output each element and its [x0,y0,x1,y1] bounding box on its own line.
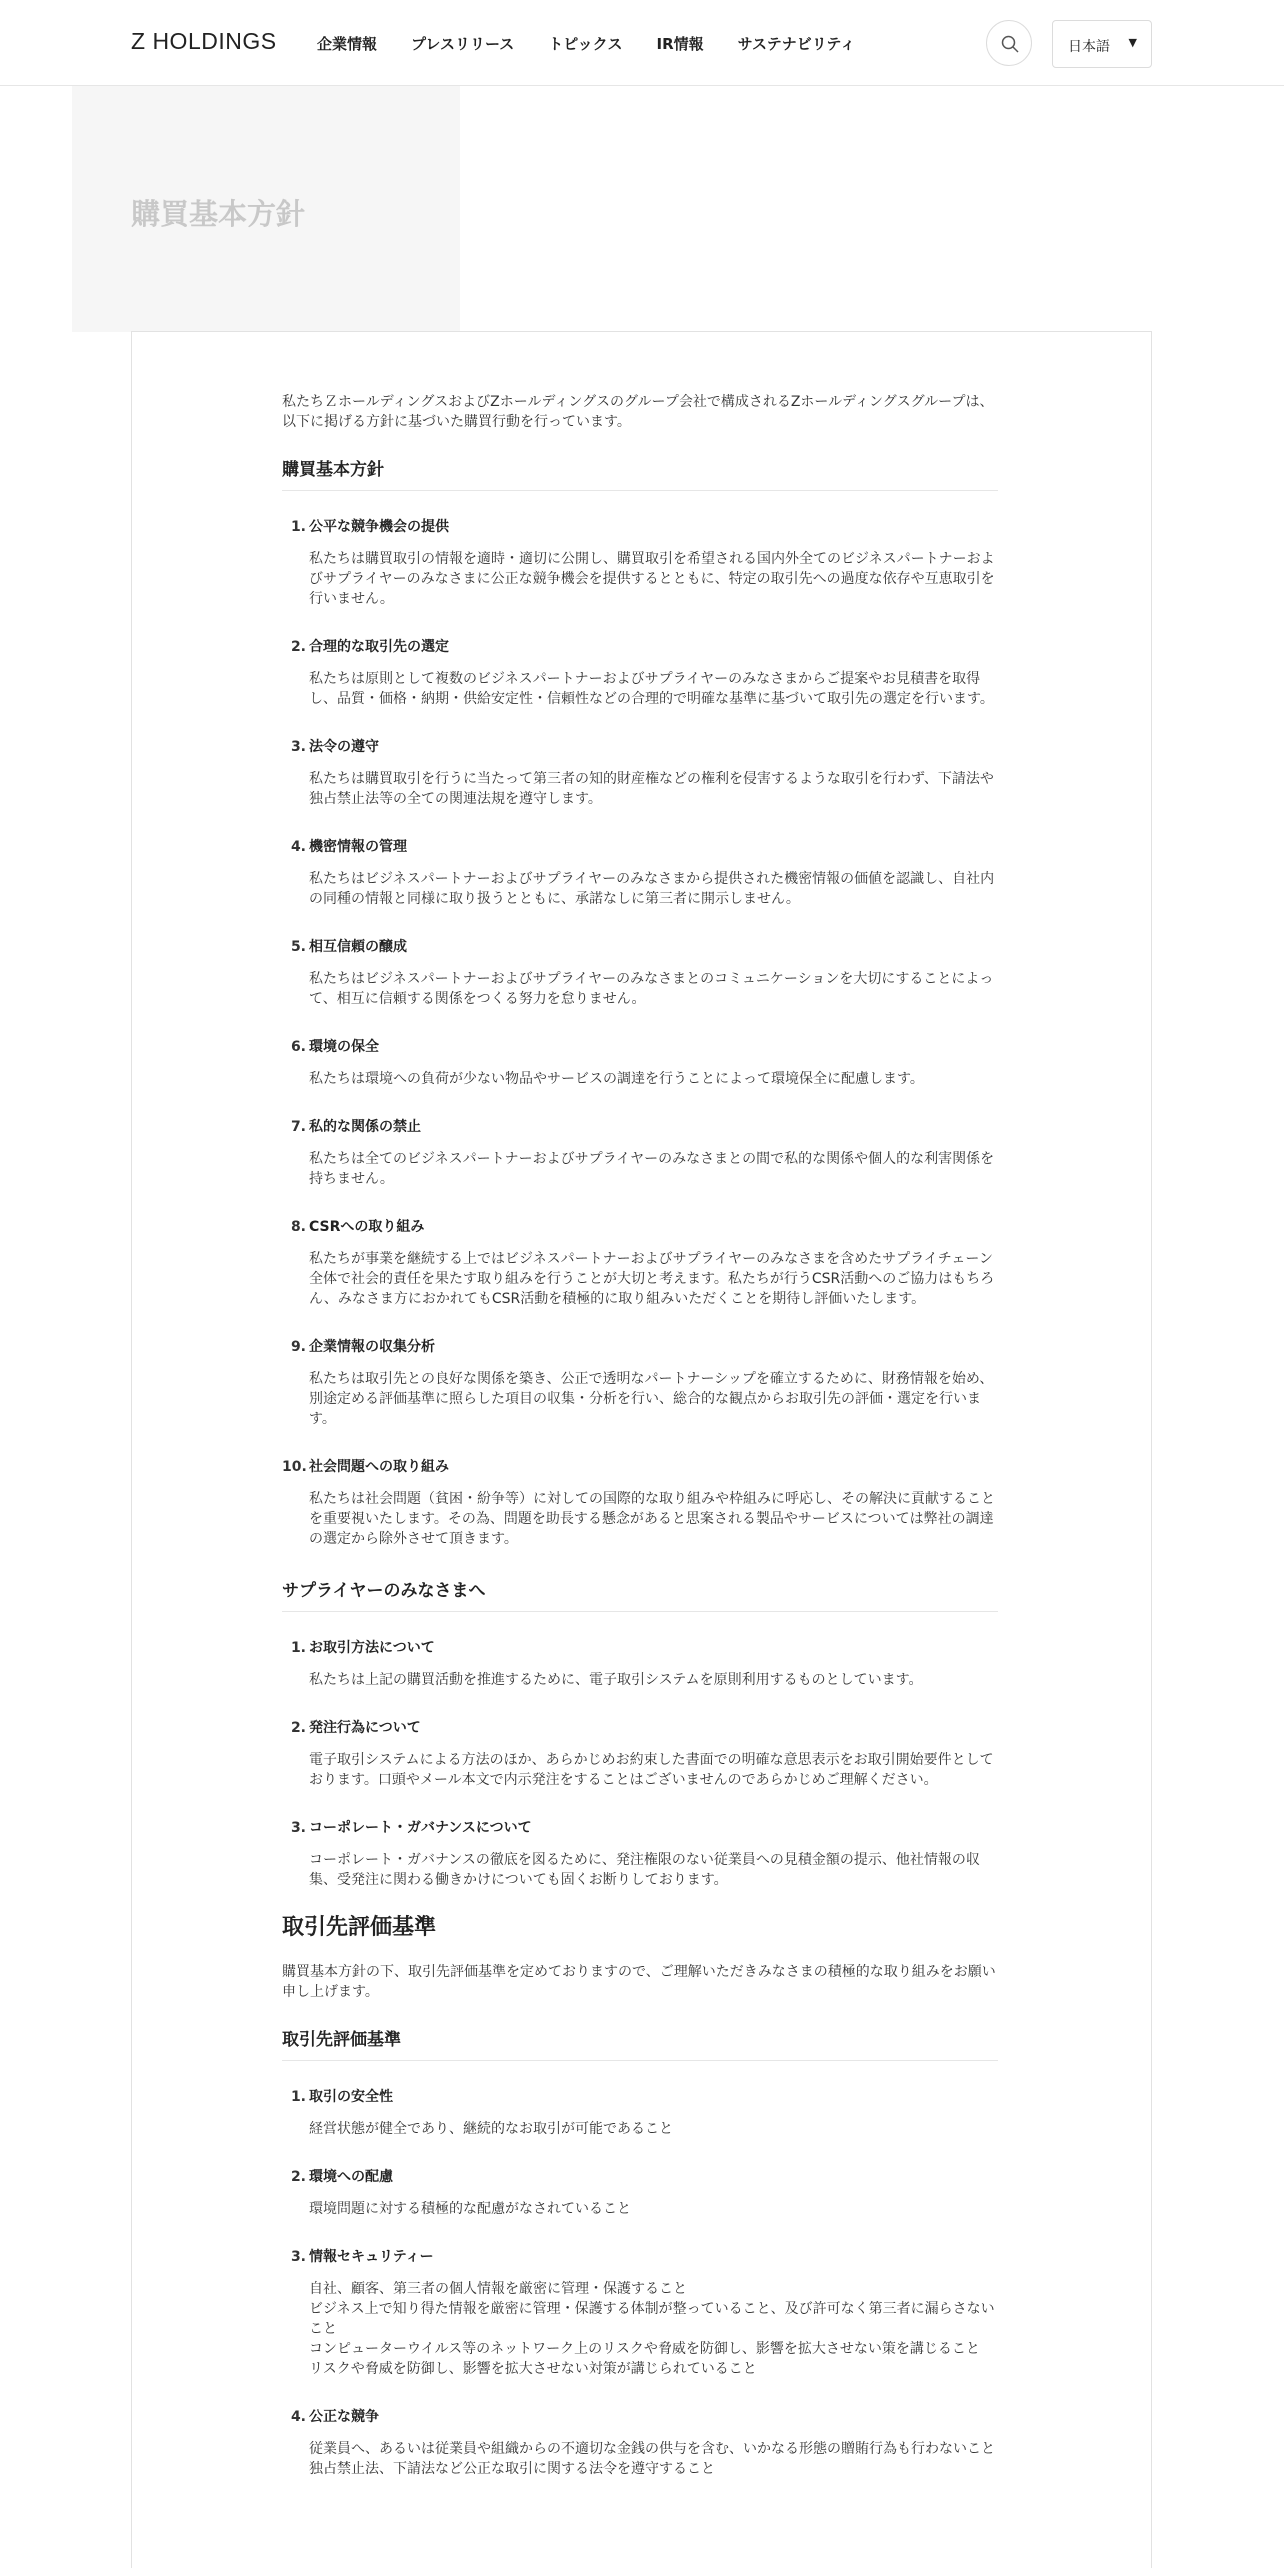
language-label: 日本語 [1068,39,1110,55]
list-item-line: ビジネス上で知り得た情報を厳密に管理・保護する体制が整っていること、及び許可なく第三者に漏らさないこと [309,2301,995,2337]
list-item-title: 私的な関係の禁止 [309,1119,421,1135]
supplier-list [282,1638,998,1890]
list-item-title: 企業情報の収集分析 [309,1339,435,1355]
list-item-line: 独占禁止法、下請法など公正な取引に関する法令を遵守すること [309,2461,715,2477]
list-item-number: 10. [282,1459,307,1475]
list-item-description: 私たちは社会問題（貧困・紛争等）に対しての国際的な取り組みや枠組みに呼応し、その解決に貢献することを重要視いたします。その為、問題を助長する懸念があると思案される製品やサービスについては弊社の調達の選定から除外させて頂きます。 [309,1491,995,1547]
list-item [282,837,998,909]
list-item-title: 相互信頼の醸成 [309,939,407,955]
nav-item-ir[interactable]: IR情報 [656,35,704,53]
list-item-number: 7. [290,1119,306,1135]
list-item-description: 私たちは購買取引を行うに当たって第三者の知的財産権などの権利を侵害するような取引を行わず、下請法や独占禁止法等の全ての関連法規を遵守します。 [309,771,994,807]
language-select[interactable] [1052,20,1152,68]
list-item-number: 9. [290,1339,306,1355]
list-item-description: 私たちは購買取引の情報を適時・適切に公開し、購買取引を希望される国内外全てのビジネスパートナーおよびサプライヤーのみなさまに公正な競争機会を提供するとともに、特定の取引先への過度な依存や互恵取引を行いません。 [309,551,995,607]
list-item-description [309,2439,998,2479]
list-item-number: 2. [290,639,306,655]
logo[interactable]: Z HOLDINGS [131,28,277,54]
policy-list [282,517,998,1549]
list-item-description: 私たちは原則として複数のビジネスパートナーおよびサプライヤーのみなさまからご提案やお見積書を取得し、品質・価格・納期・供給安定性・信頼性などの合理的で明確な基準に基づいて取引先の選定を行います。 [309,671,994,707]
list-item [282,1457,998,1549]
list-item-description [309,2199,998,2219]
list-item-line: 経営状態が健全であり、継続的なお取引が可能であること [309,2121,673,2137]
list-item-title: 法令の遵守 [309,739,379,755]
evaluation-list [282,2087,998,2479]
nav-item-company[interactable]: 企業情報 [317,35,378,53]
supplier-heading: サプライヤーのみなさまへ [282,1581,998,1612]
list-item [282,1117,998,1189]
list-item-title: 取引の安全性 [309,2089,393,2105]
list-item [282,1638,998,1690]
list-item-title: お取引方法について [309,1640,435,1656]
list-item [282,1217,998,1309]
list-item-title: 合理的な取引先の選定 [309,639,449,655]
global-nav [317,33,889,54]
list-item [282,2247,998,2379]
list-item-description [309,2279,998,2379]
list-item [282,2087,998,2139]
list-item-number: 4. [290,2409,306,2425]
list-item-number: 5. [290,939,306,955]
list-item-description: 私たちは取引先との良好な関係を築き、公正で透明なパートナーシップを確立するために、財務情報を始め、別途定める評価基準に照らした項目の収集・分析を行い、総合的な観点からお取引先の評価・選定を行います。 [309,1371,994,1427]
chevron-down-icon: ▼ [1128,36,1137,49]
list-item [282,1037,998,1089]
list-item-number: 4. [290,839,306,855]
list-item [282,737,998,809]
list-item-title: 環境の保全 [309,1039,379,1055]
nav-item-press[interactable]: プレスリリース [411,35,515,53]
list-item [282,1718,998,1790]
evaluation-heading: 取引先評価基準 [282,2030,998,2061]
list-item [282,2167,998,2219]
list-item [282,937,998,1009]
list-item-description: 私たちは環境への負荷が少ない物品やサービスの調達を行うことによって環境保全に配慮します。 [309,1071,924,1087]
list-item-description: 私たちは上記の購買活動を推進するために、電子取引システムを原則利用するものとしています。 [309,1672,923,1688]
list-item-line: 自社、顧客、第三者の個人情報を厳密に管理・保護すること [309,2281,687,2297]
main-content [282,392,998,2507]
list-item-number: 3. [290,1820,306,1836]
search-icon [1000,34,1020,54]
list-item-line: リスクや脅威を防御し、影響を拡大させない対策が講じられていること [309,2361,757,2377]
list-item-number: 3. [290,2249,306,2265]
list-item-title: 環境への配慮 [309,2169,393,2185]
site-header [0,0,1284,86]
policy-heading: 購買基本方針 [282,460,998,491]
list-item-description: 私たちはビジネスパートナーおよびサプライヤーのみなさまから提供された機密情報の価値を認識し、自社内の同種の情報と同様に取り扱うとともに、承諾なしに第三者に開示しません。 [309,871,995,907]
list-item-title: コーポレート・ガバナンスについて [309,1820,532,1836]
list-item [282,1337,998,1429]
list-item-description: 電子取引システムによる方法のほか、あらかじめお約束した書面での明確な意思表示をお取引開始要件としております。口頭やメール本文で内示発注をすることはございませんのであらかじめご理解ください。 [309,1752,994,1788]
list-item-title: 発注行為について [309,1720,421,1736]
list-item-title: 公平な競争機会の提供 [309,519,449,535]
list-item-number: 8. [290,1219,306,1235]
list-item-title: CSRへの取り組み [309,1219,425,1235]
evaluation-title: 取引先評価基準 [282,1915,437,1940]
list-item-line: 環境問題に対する積極的な配慮がなされていること [309,2201,631,2217]
list-item-description: 私たちは全てのビジネスパートナーおよびサプライヤーのみなさまとの間で私的な関係や個人的な利害関係を持ちません。 [309,1151,995,1187]
page-title: 購買基本方針 [131,197,306,231]
nav-item-sustainability[interactable]: サステナビリティ [737,35,856,53]
list-item-title: 社会問題への取り組み [309,1459,449,1475]
list-item-number: 2. [290,1720,306,1736]
list-item-number: 1. [290,2089,306,2105]
list-item-description: コーポレート・ガバナンスの徹底を図るために、発注権限のない従業員への見積金額の提示、他社情報の収集、受発注に関わる働きかけについても固くお断りしております。 [309,1852,980,1888]
list-item-title: 機密情報の管理 [309,839,407,855]
list-item-title: 情報セキュリティー [309,2249,434,2265]
list-item-number: 1. [290,519,306,535]
list-item-description: 私たちはビジネスパートナーおよびサプライヤーのみなさまとのコミュニケーションを大切にすることによって、相互に信頼する関係をつくる努力を怠りません。 [309,971,994,1007]
list-item-title: 公正な競争 [309,2409,379,2425]
list-item [282,517,998,609]
list-item [282,1818,998,1890]
nav-item-topics[interactable]: トピックス [548,35,623,53]
list-item-number: 3. [290,739,306,755]
list-item-line: 従業員へ、あるいは従業員や組織からの不適切な金銭の供与を含む、いかなる形態の贈賄行為も行わないこと [309,2441,995,2457]
search-button[interactable] [986,20,1032,66]
list-item-description: 私たちが事業を継続する上ではビジネスパートナーおよびサプライヤーのみなさまを含めたサプライチェーン全体で社会的責任を果たす取り組みを行うことが大切と考えます。私たちが行うCSR活動へのご協力はもちろん、みなさま方におかれてもCSR活動を積極的に取り組みいただくことを期待し評価いたします。 [309,1251,995,1307]
list-item-description [309,2119,998,2139]
list-item-number: 6. [290,1039,306,1055]
intro-text: 私たちＺホールディングスおよびZホールディングスのグループ会社で構成されるZホールディングスグループは、以下に掲げる方針に基づいた購買行動を行っています。 [282,394,994,430]
list-item-number: 2. [290,2169,306,2185]
list-item [282,637,998,709]
list-item [282,2407,998,2479]
list-item-number: 1. [290,1640,306,1656]
list-item-line: コンピューターウイルス等のネットワーク上のリスクや脅威を防御し、影響を拡大させない策を講じること [309,2341,980,2357]
evaluation-intro: 購買基本方針の下、取引先評価基準を定めておりますので、ご理解いただきみなさまの積極的な取り組みをお願い申し上げます。 [282,1964,996,2000]
